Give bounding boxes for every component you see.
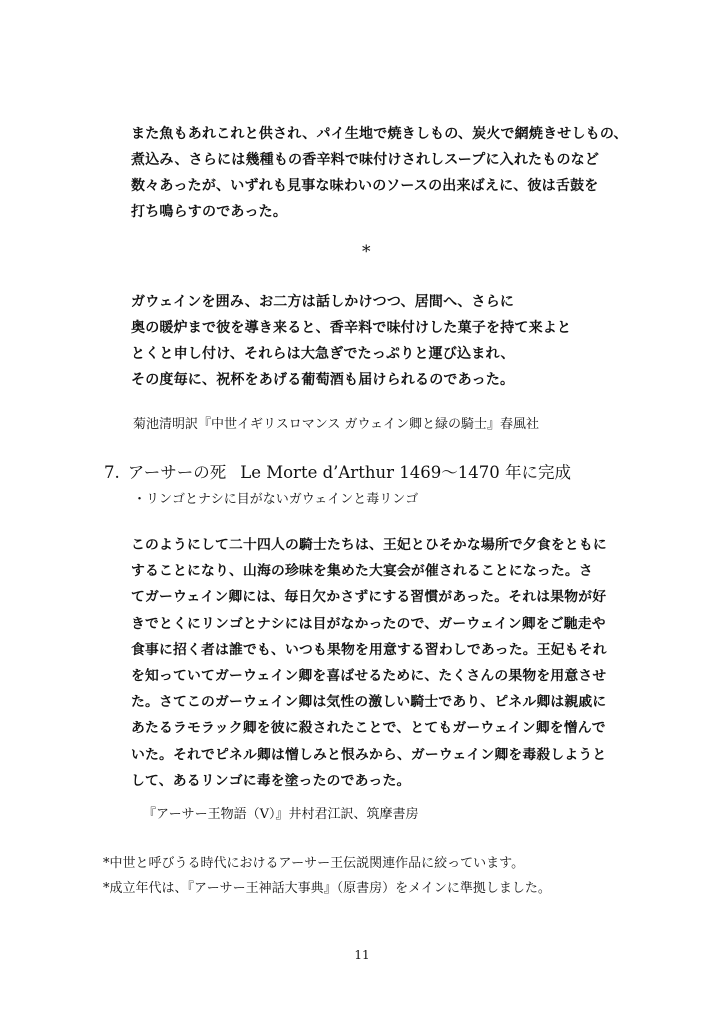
text-line: あたるラモラック卿を彼に殺されたことで、とてもガーウェイン卿を憎んで [131, 720, 606, 737]
footnote: *成立年代は、『アーサー王神話大事典』（原書房）をメインに準拠しました。 [103, 881, 551, 896]
text-line: して、あるリンゴに毒を塗ったのであった。 [131, 772, 411, 789]
section-title-latin: Le Morte d’Arthur 1469～1470 年に完成 [240, 463, 571, 482]
source-citation: 『アーサー王物語（V）』井村君江訳、筑摩書房 [143, 807, 419, 822]
text-line: た。さてこのガーウェイン卿は気性の激しい騎士であり、ピネル卿は親戚に [131, 694, 607, 711]
quote-paragraph-1 [131, 121, 651, 225]
text-line: その度毎に、祝杯をあげる葡萄酒も届けられるのであった。 [131, 372, 515, 388]
text-line: てガーウェイン卿には、毎日欠かさずにする習慣があった。それは果物が好 [131, 589, 607, 606]
text-line: また魚もあれこれと供され、パイ生地で焼きしもの、炭火で網焼きせしもの、 [131, 126, 628, 142]
section-heading [104, 459, 571, 483]
text-line: 食事に招く者は誰でも、いつも果物を用意する習わしであった。王妃もそれ [131, 641, 607, 658]
quote-paragraph-2 [131, 289, 651, 393]
text-line: きでとくにリンゴとナシには目がなかったので、ガーウェイン卿をご馳走や [131, 615, 606, 632]
text-line: このようにして二十四人の騎士たちは、王妃とひそかな場所で夕食をともに [131, 537, 607, 553]
footnote: *中世と呼びうる時代におけるアーサー王伝説関連作品に絞っています。 [103, 856, 525, 871]
section-separator: * [362, 242, 371, 262]
section-subpoint: ・リンゴとナシに目がないガウェインと毒リンゴ [133, 492, 419, 507]
text-line: とくと申し付け、それらは大急ぎでたっぷりと運び込まれ、 [131, 346, 515, 362]
page-number: 11 [354, 948, 370, 962]
text-line: することになり、山海の珍味を集めた大宴会が催されることになった。さ [131, 563, 593, 580]
text-line: 煮込み、さらには幾種もの香辛料で味付けされしスープに入れたものなど [131, 152, 600, 168]
text-line: ガウェインを囲み、お二方は話しかけつつ、居間へ、さらに [131, 294, 515, 310]
text-line: いた。それでピネル卿は憎しみと恨みから、ガーウェイン卿を毒殺しようと [131, 746, 607, 763]
text-line: を知っていてガーウェイン卿を喜ばせるために、たくさんの果物を用意させ [131, 667, 607, 684]
text-line: 打ち鳴らすのであった。 [131, 204, 288, 220]
section-number: 7. [104, 463, 120, 482]
text-line: 数々あったが、いずれも見事な味わいのソースの出来ばえに、彼は舌鼓を [131, 178, 599, 194]
source-citation: 菊池清明訳『中世イギリスロマンス ガウェイン卿と緑の騎士』春風社 [133, 417, 539, 432]
quote-paragraph-3 [131, 532, 651, 794]
section-title-ja: アーサーの死 [127, 463, 227, 482]
text-line: 奥の暖炉まで彼を導き来ると、香辛料で味付けした菓子を持て来よと [131, 320, 572, 336]
